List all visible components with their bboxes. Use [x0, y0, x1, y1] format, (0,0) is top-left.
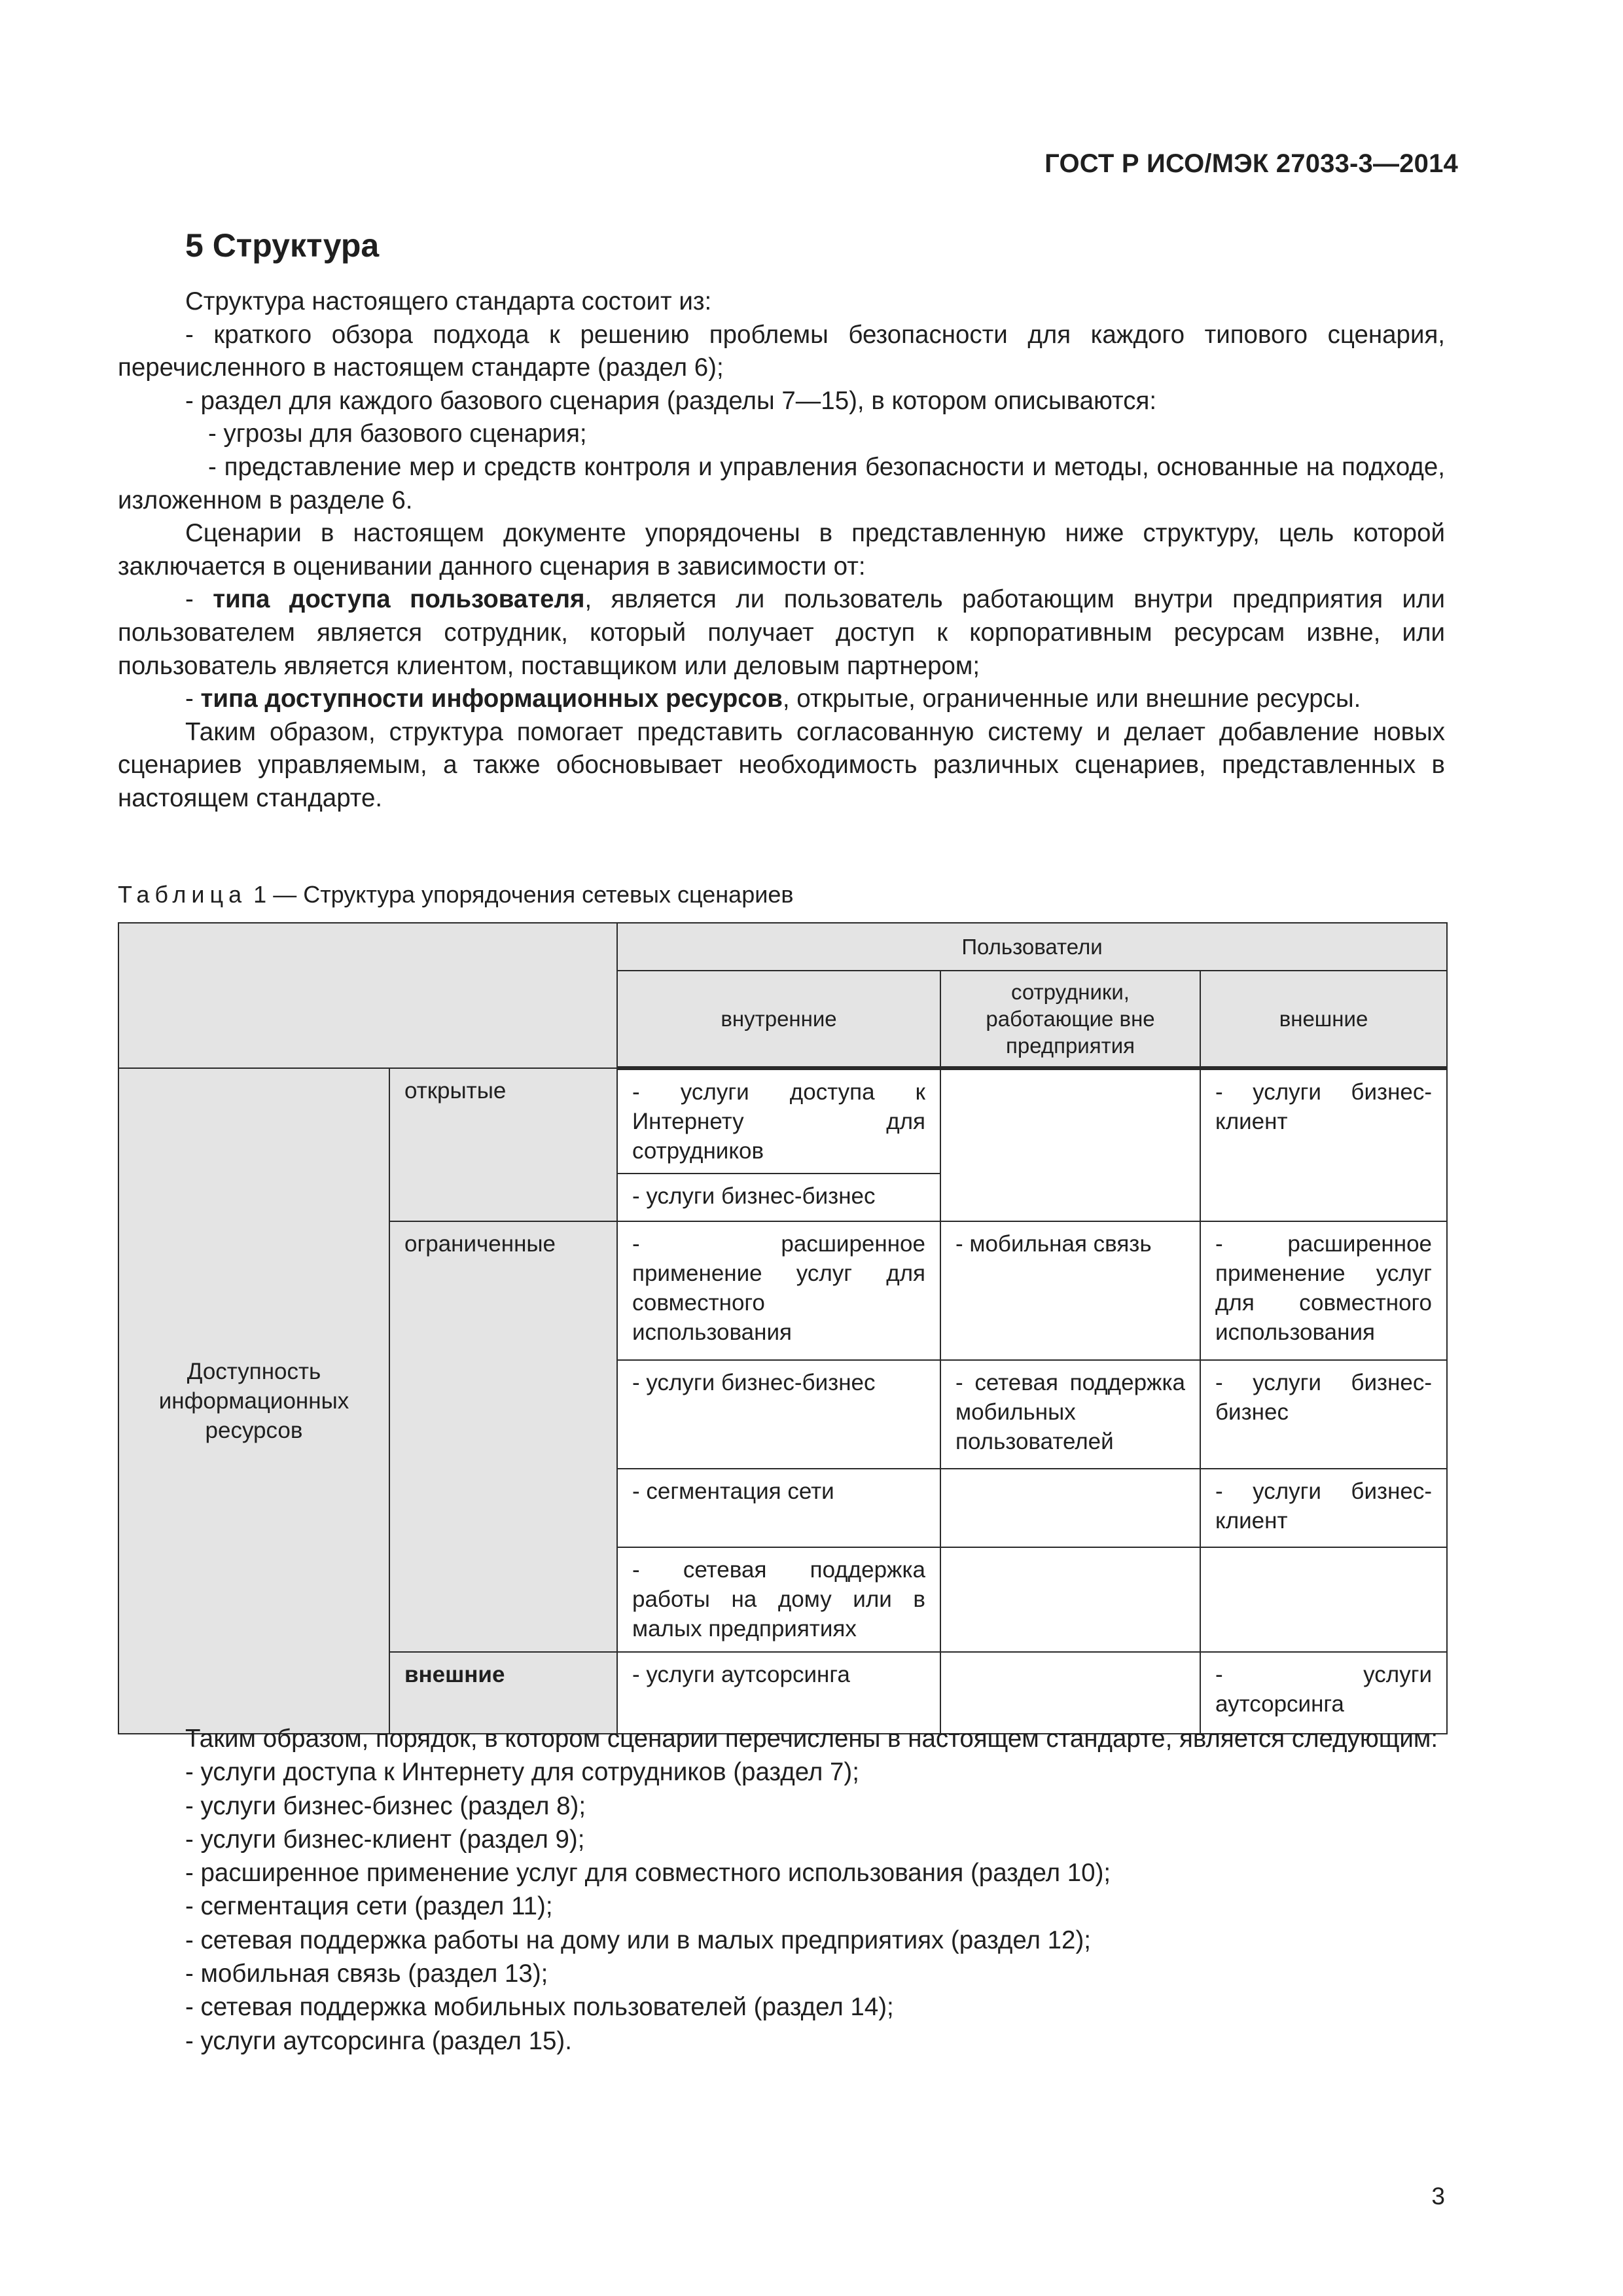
list-item: - раздел для каждого базового сценария (разделы 7—15), в котором описываются: — [185, 386, 1157, 415]
list-item-text: , открытые, ограниченные или внешние ресурсы. — [782, 685, 1361, 713]
list-item: - расширенное применение услуг для совместного использования (раздел 10); — [185, 1859, 1111, 1888]
table-caption-label: Таблица — [118, 881, 247, 908]
document-code: ГОСТ Р ИСО/МЭК 27033-3—2014 — [1044, 149, 1458, 178]
table-cell: - мобильная связь — [940, 1221, 1200, 1360]
paragraph: Таким образом, порядок, в котором сценарии перечислены в настоящем стандарте, является следующим: — [185, 1725, 1438, 1753]
table-cell: - услуги доступа к Интернету для сотрудников — [617, 1068, 940, 1174]
list-item: - услуги доступа к Интернету для сотрудников (раздел 7); — [185, 1758, 859, 1787]
table-cell: - услуги бизнес-клиент — [1200, 1068, 1447, 1221]
table-cell-empty — [940, 1068, 1200, 1221]
table-cell: - расширенное применение услуг для совместного использования — [617, 1221, 940, 1360]
header-external: внешние — [1200, 971, 1447, 1068]
bold-term: типа доступа пользователя — [213, 585, 585, 614]
paragraph: Структура настоящего стандарта состоит из: — [185, 287, 712, 315]
table-corner-cell — [118, 923, 617, 1068]
list-item: - сетевая поддержка мобильных пользователей (раздел 14); — [185, 1993, 894, 2022]
category-external: внешние — [389, 1652, 617, 1734]
header-remote: сотрудники, работающие вне предприятия — [940, 971, 1200, 1068]
category-restricted: ограниченные — [389, 1221, 617, 1652]
paragraph: Таким образом, структура помогает представить согласованную систему и делает добавление новых сценариев управляемым, а также обосновывает необходимость различных сценариев, представленных в настоящем стандарте. — [118, 717, 1445, 812]
page-number: 3 — [1431, 2183, 1445, 2210]
table-cell: - сетевая поддержка мобильных пользователей — [940, 1360, 1200, 1469]
list-item: - угрозы для базового сценария; — [208, 420, 587, 448]
bold-term: типа доступности информационных ресурсов — [200, 685, 783, 713]
table-caption-text: 1 — Структура упорядочения сетевых сценариев — [253, 881, 794, 908]
list-item: - услуги бизнес-клиент (раздел 9); — [185, 1825, 585, 1854]
list-item: - типа доступа пользователя, является ли пользователь работающим внутри предприятия или пользователем является сотрудник, который получает доступ к корпоративным ресурсам извне, или пользователь является клиентом, поставщиком или деловым партнером; — [118, 585, 1445, 680]
table-cell: - услуги бизнес-бизнес — [617, 1360, 940, 1469]
table-cell: - услуги аутсорсинга — [617, 1652, 940, 1734]
table-cell: - расширенное применение услуг для совместного использования — [1200, 1221, 1447, 1360]
list-item: - сегментация сети (раздел 11); — [185, 1892, 553, 1921]
table-cell: - услуги бизнес-бизнес — [1200, 1360, 1447, 1469]
table-cell: - услуги бизнес-клиент — [1200, 1469, 1447, 1547]
list-item: - типа доступности информационных ресурсов, открытые, ограниченные или внешние ресурсы. — [185, 685, 1361, 713]
list-item: - сетевая поддержка работы на дому или в малых предприятиях (раздел 12); — [185, 1926, 1091, 1954]
table-cell: - услуги бизнес-бизнес — [617, 1174, 940, 1221]
table-cell: - услуги аутсорсинга — [1200, 1652, 1447, 1734]
list-item-text: , является ли пользователь работающим внутри предприятия или пользователем является сотрудник, который получает доступ к корпоративным ресурсам извне, или пользователь является клиентом, поставщиком или деловым партнером; — [118, 585, 1445, 680]
table-cell-empty — [1200, 1547, 1447, 1652]
header-users: Пользователи — [617, 923, 1447, 971]
scenario-table — [118, 922, 1448, 1734]
intro-text — [118, 285, 1445, 816]
scenario-order-text — [118, 1722, 1445, 2058]
list-item: - услуги бизнес-бизнес (раздел 8); — [185, 1791, 586, 1820]
table-cell: - сетевая поддержка работы на дому или в малых предприятиях — [617, 1547, 940, 1652]
header-internal: внутренние — [617, 971, 940, 1068]
table-cell-empty — [940, 1547, 1200, 1652]
category-open: открытые — [389, 1068, 617, 1221]
table-cell-empty — [940, 1469, 1200, 1547]
paragraph: Сценарии в настоящем документе упорядочены в представленную ниже структуру, цель которой заключается в оценивании данного сценария в зависимости от: — [118, 519, 1445, 581]
list-item: - представление мер и средств контроля и управления безопасности и методы, основанные на подходе, изложенном в разделе 6. — [118, 452, 1445, 514]
section-title: 5 Структура — [185, 227, 380, 264]
row-header-availability: Доступность информационных ресурсов — [118, 1068, 389, 1734]
table-caption — [118, 881, 793, 908]
list-item: - услуги аутсорсинга (раздел 15). — [185, 2026, 572, 2055]
list-item: - мобильная связь (раздел 13); — [185, 1960, 548, 1988]
list-item: - краткого обзора подхода к решению проблемы безопасности для каждого типового сценария, перечисленного в настоящем стандарте (раздел 6); — [118, 320, 1445, 382]
table-cell: - сегментация сети — [617, 1469, 940, 1547]
